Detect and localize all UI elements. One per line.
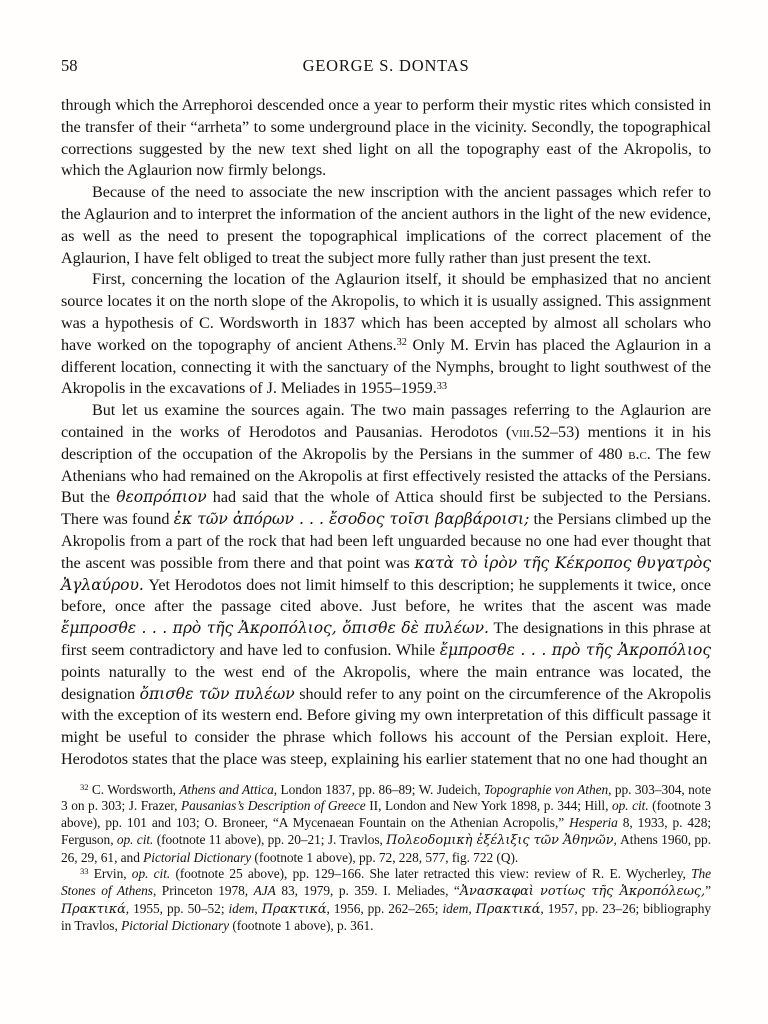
text-run: should refer to any point on the circumference of the Akropolis with the exception of its western end. Before giving my own interpretation of this difficult passage it might be useful to consider the phrase which follows his account of the Persian exploit. Here, Herodotos states that the place was steep, explaining his earlier statement that no one had thought an xyxy=(61,684,712,768)
footnotes-section xyxy=(61,782,711,935)
text-run: C. Wordsworth, xyxy=(88,781,180,797)
text-run: (footnote 11 above), pp. 20–21; J. Travlos, xyxy=(153,831,387,847)
text-run: Only M. Ervin has placed the Aglaurion in a different location, connecting it with the sanctuary of the Nymphs, brought to light southwest of the Akropolis in the excavations of J. Meliades in 1955–1959. xyxy=(61,335,711,398)
greek-text: κατὰ τὸ ἱρὸν τῆς Κέκροπος θυγατρὸς Ἀγλαύρου. xyxy=(61,553,712,594)
page-header xyxy=(61,56,711,76)
body-paragraph-4 xyxy=(61,400,711,771)
text-run: , xyxy=(468,900,476,916)
text-run: the Persians climbed up the Akropolis from a part of the rock that had been left unguarded because no one had ever thought that the ascent was possible from there and that point was xyxy=(61,510,712,572)
text-run: , Athens 1960, pp. 26, 29, 61, and xyxy=(61,831,711,865)
italic-text: AJA xyxy=(253,882,276,898)
italic-text: Pausanias’s Description of Greece xyxy=(180,798,366,814)
text-run: had said that the whole of Attica should first be subjected to the Persians. There was found xyxy=(61,488,712,529)
text-run: Ervin, xyxy=(88,866,132,882)
footnote-ref: 33 xyxy=(436,380,447,392)
page-number: 58 xyxy=(61,56,78,75)
italic-text: Pictorial Dictionary xyxy=(143,849,252,865)
text-run: 8, 1933, p. 428; Ferguson, xyxy=(61,815,712,847)
text-run: 83, 1979, p. 359. I. Meliades, “ xyxy=(275,882,460,898)
text-run: The few Athenians who had remained on the Akropolis at first effectively resisted the attacks of the Persians. But the xyxy=(61,444,711,507)
body-paragraph-1 xyxy=(61,95,711,182)
text-run: (footnote 25 above), pp. 129–166. She later retracted this view: review of R. E. Wycherley, xyxy=(170,866,692,882)
text-run: (footnote 1 above), pp. 72, 228, 577, fig. 722 (Q). xyxy=(251,849,519,865)
italic-text: op. cit. xyxy=(131,866,171,882)
italic-text: The Stones of Athens xyxy=(61,866,711,898)
greek-text: ἔμπροσθε . . . πρὸ τῆς Ἀκροπόλιος xyxy=(439,640,711,659)
text-run: II, London and New York 1898, p. 344; Hill, xyxy=(365,798,612,814)
text-run: , pp. 303–304, note 3 on p. 303; J. Frazer, xyxy=(61,781,711,814)
text-run: , xyxy=(254,900,262,916)
small-caps-text: viii xyxy=(511,422,530,441)
text-run: (footnote 1 above), p. 361. xyxy=(229,918,374,934)
footnote-ref: 32 xyxy=(80,781,89,792)
body-paragraph-2 xyxy=(61,182,711,269)
text-run: First, concerning the location of the Aglaurion itself, it should be emphasized that no ancient source locates it on the north slope of the Akropolis, to which it is usually assigned. This assignment was a hypothesis of C. Wordsworth in 1837 which has been accepted by almost all scholars who have worked on the topography of ancient Athens. xyxy=(61,270,711,354)
small-caps-text: b.c. xyxy=(628,444,651,463)
text-run: Because of the need to associate the new inscription with the ancient passages which refer to the Aglaurion and to interpret the information of the ancient authors in the light of the new evidence, as well as the need to present the topographical implications of the correct placement of the Aglaurion, I have felt obliged to treat the subject more fully rather than just present the text. xyxy=(61,183,711,267)
italic-text: idem xyxy=(228,900,255,916)
text-run: , Princeton 1978, xyxy=(152,882,254,898)
text-run: But let us examine the sources again. The two main passages referring to the Aglaurion are contained in the works of Herodotos and Pausanias. Herodotos ( xyxy=(61,401,711,441)
running-head: GEORGE S. DONTAS xyxy=(302,56,470,75)
greek-text: Πρακτικά xyxy=(61,901,126,917)
greek-text: ὄπισθε τῶν πυλέων xyxy=(139,684,295,703)
greek-text: θεοπρόπιον xyxy=(116,488,207,507)
greek-text: ἔμπροσθε . . . πρὸ τῆς Ἀκροπόλιος, ὄπισθε δὲ πυλέων. xyxy=(61,619,489,638)
text-run: The designations in this phrase at first seem contradictory and have led to confusion. While xyxy=(61,619,711,659)
greek-text: Πρακτικά xyxy=(261,901,327,917)
article-body xyxy=(61,95,711,771)
footnote-ref: 32 xyxy=(396,337,407,349)
text-run: , 1955, pp. 50–52; xyxy=(125,900,229,916)
text-run: , 1956, pp. 262–265; xyxy=(326,900,443,916)
italic-text: Athens and Attica xyxy=(179,781,274,797)
greek-text: ἐκ τῶν ἀπόρων . . . ἔσοδος τοῖσι βαρβάροισι; xyxy=(173,510,530,529)
italic-text: op. cit. xyxy=(611,798,649,814)
text-run: (footnote 3 above), pp. 101 and 103; O. Broneer, “A Mycenaean Fountain on the Athenian Acropolis,” xyxy=(61,798,712,831)
greek-text: Πρακτικά xyxy=(475,901,541,917)
italic-text: Pictorial Dictionary xyxy=(121,918,230,934)
text-run: , 1957, pp. 23–26; bibliography in Travlos, xyxy=(61,900,711,934)
body-paragraph-3 xyxy=(61,269,711,400)
greek-text: Πολεοδομικὴ ἐξέλιξις τῶν Ἀθηνῶν xyxy=(386,832,614,848)
text-run: Yet Herodotos does not limit himself to this description; he supplements it twice, once before, once after the passage cited above. Just before, he writes that the ascent was made xyxy=(61,575,711,616)
text-run: , London 1837, pp. 86–89; W. Judeich, xyxy=(273,781,484,797)
text-run: ” xyxy=(705,882,711,898)
text-run: points naturally to the west end of the Akropolis, where the main entrance was located, the designation xyxy=(61,662,711,703)
footnote-32 xyxy=(61,782,711,867)
italic-text: Hesperia xyxy=(569,815,618,831)
footnote-ref: 33 xyxy=(80,866,89,877)
italic-text: Topographie von Athen xyxy=(483,781,609,797)
italic-text: op. cit. xyxy=(116,831,154,847)
footnote-33 xyxy=(61,866,711,935)
text-run: .52–53) mentions it in his description of the occupation of the Akropolis by the Persians in the summer of 480 xyxy=(61,422,711,463)
greek-text: Ἀνασκαφαὶ νοτίως τῆς Ἀκροπόλεως, xyxy=(459,883,706,899)
text-run: through which the Arrephoroi descended once a year to perform their mystic rites which consisted in the transfer of their “arrheta” to some underground place in the vicinity. Secondly, the topographical corrections suggested by the new text shed light on all the topography east of the Akropolis, to which the Aglaurion now firmly belongs. xyxy=(61,96,711,180)
italic-text: idem xyxy=(442,900,469,916)
